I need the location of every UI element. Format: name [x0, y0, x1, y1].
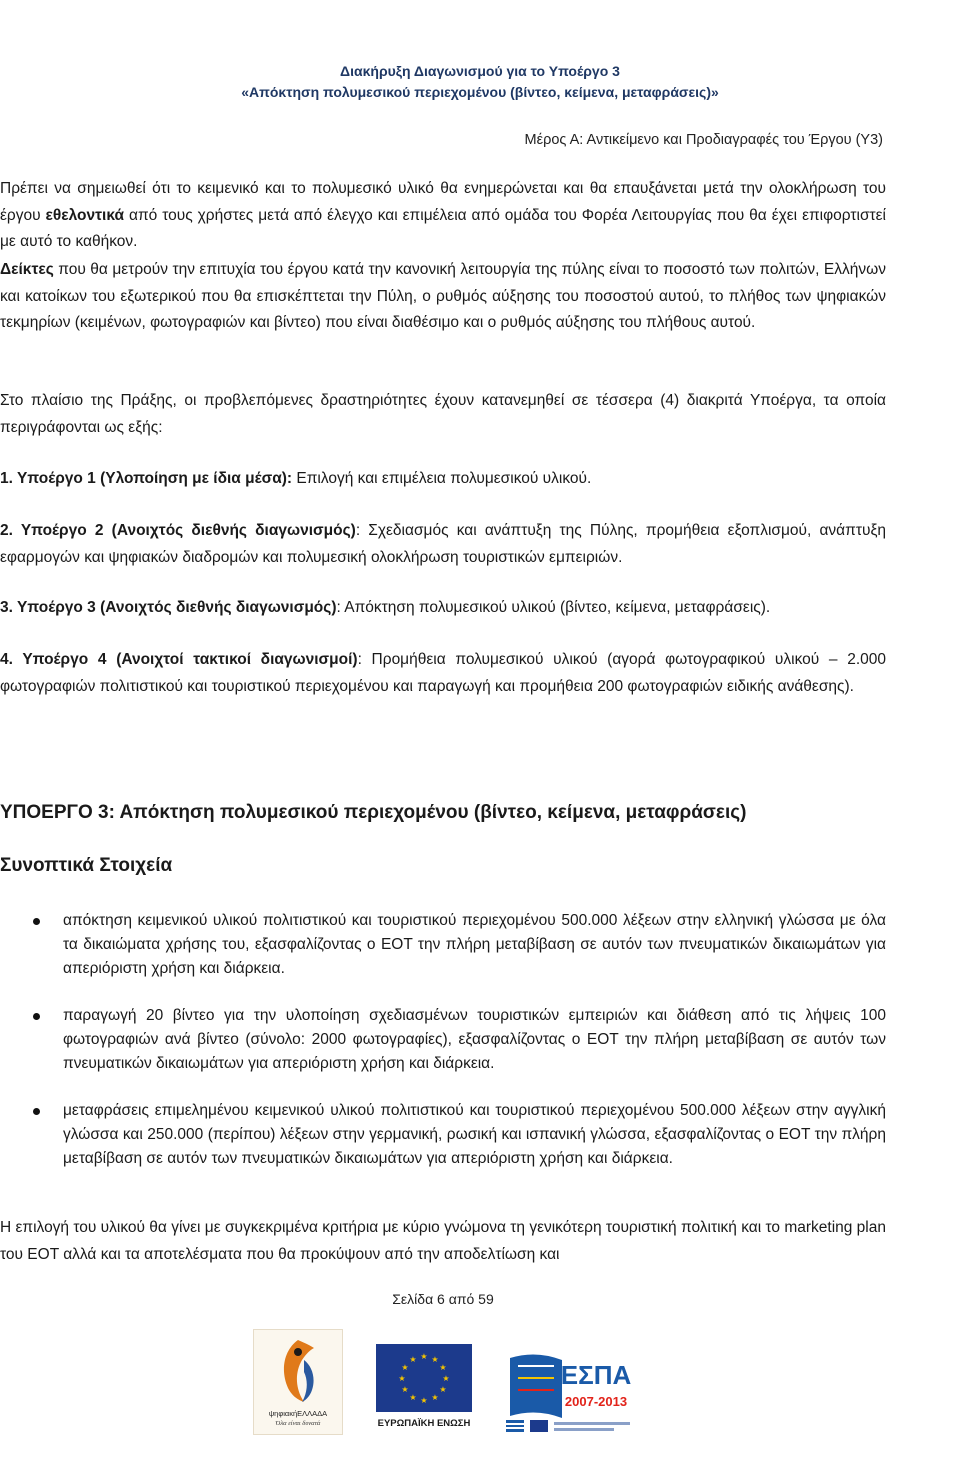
espa-logo: [496, 1348, 636, 1440]
subproject-text: : Σχεδιασμός και ανάπτυξη της Πύλης, προμήθεια εξοπλισμού, ανάπτυξη εφαρμογών και ψηφιακών διαδρομών και πολυμεσική ολοκλήρωση τουριστικών εμπειριών.: [0, 522, 886, 566]
subproject-title: 3. Υποέργο 3 (Ανοιχτός διεθνής διαγωνισμός): [0, 599, 337, 616]
svg-text:★: ★: [420, 1396, 428, 1405]
header-title-line2: «Απόκτηση πολυμεσικού περιεχομένου (βίντεο, κείμενα, μεταφράσεις)»: [241, 84, 719, 100]
svg-text:★: ★: [431, 1393, 439, 1402]
bold-term: Δείκτες: [0, 261, 54, 278]
list-item-text: παραγωγή 20 βίντεο για την υλοποίηση σχεδιασμένων τουριστικών εμπειριών και διάθεση από τις λήψεις 100 φωτογραφιών ανά βίντεο (σύνολο: 2000 φωτογραφίες), εξασφαλίζοντας ο ΕΟΤ την πλήρη μεταβίβαση σε αυτόν των πνευματικών δικαιωμάτων για απεριόριστη χρήση και διάρκεια.: [63, 1007, 886, 1072]
paragraph-text: Πρέπει να σημειωθεί ότι το κειμενικό και το πολυμεσικό υλικό θα ενημερώνεται και θα επαυξάνεται μετά την ολοκλήρωση του έργου: [0, 180, 886, 224]
paragraph-updates: [0, 176, 886, 256]
header-title-line1: Διακήρυξη Διαγωνισμού για το Υποέργο 3: [340, 63, 620, 79]
digital-greece-logo: [253, 1329, 343, 1435]
subproject-3: [0, 595, 886, 622]
bullet-icon: [33, 918, 40, 925]
bullet-icon: [33, 1108, 40, 1115]
svg-text:★: ★: [409, 1393, 417, 1402]
section-heading: ΥΠΟΕΡΓΟ 3: Απόκτηση πολυμεσικού περιεχομένου (βίντεο, κείμενα, μεταφράσεις): [0, 802, 747, 823]
list-item-text: μεταφράσεις επιμελημένου κειμενικού υλικού πολιτιστικού και τουριστικού περιεχομένου 500.000 λέξεων στην αγγλική γλώσσα και 250.000 (περίπου) λέξεων στην γερμανική, ρωσική και ισπανική γλώσσα, εξασφαλίζοντας ο ΕΟΤ την πλήρη μεταβίβαση σε αυτόν των πνευματικών δικαιωμάτων για απεριόριστη χρήση και διάρκεια.: [63, 1102, 886, 1167]
digital-greece-slogan: Όλα είναι δυνατά: [275, 1420, 321, 1427]
svg-text:★: ★: [401, 1363, 409, 1372]
european-union-text: ΕΥΡΩΠΑΪΚΗ ΕΝΩΣΗ: [377, 1418, 471, 1429]
svg-text:★: ★: [409, 1355, 417, 1364]
paragraph-text: που θα μετρούν την επιτυχία του έργου κατά την κανονική λειτουργία της πύλης είναι το ποσοστό των πολιτών, Ελλήνων και κατοίκων του εξωτερικού που θα επισκέπτεται την Πύλη, ο ρυθμός αύξησης του ποσοστού αυτού, το πλήθος των ψηφιακών τεκμηρίων (κειμένων, φωτογραφιών και βίντεο) που είναι διαθέσιμο και ο ρυθμός αύξησης του πλήθους αυτού.: [0, 261, 886, 332]
bullet-icon: [33, 1013, 40, 1020]
espa-text: ΕΣΠΑ: [560, 1360, 632, 1390]
digital-greece-text: ψηφιακήΕΛΛΑΔΑ: [268, 1409, 328, 1418]
list-item-text: απόκτηση κειμενικού υλικού πολιτιστικού και τουριστικού περιεχομένου 500.000 λέξεων στην ελληνική γλώσσα με όλα τα δικαιώματα χρήσης του, εξασφαλίζοντας ο ΕΟΤ την πλήρη μεταβίβαση σε αυτόν των πνευματικών δικαιωμάτων για απεριόριστη χρήση και διάρκεια.: [63, 912, 886, 977]
svg-text:★: ★: [431, 1355, 439, 1364]
subproject-1: [0, 466, 886, 493]
paragraph-indicators: [0, 257, 886, 337]
subproject-text: : Προμήθεια πολυμεσικού υλικού (αγορά φωτογραφικού υλικού – 2.000 φωτογραφιών πολιτιστικού και τουριστικού περιεχομένου και παραγωγή και προμήθεια 200 φωτογραφιών ειδικής ανάθεσης).: [0, 651, 886, 695]
svg-text:★: ★: [439, 1385, 447, 1394]
paragraph-selection: Η επιλογή του υλικού θα γίνει με συγκεκριμένα κριτήρια με κύριο γνώμονα τη γενικότερη τουριστική πολιτική και το marketing plan του ΕΟΤ αλλά και τα αποτελέσματα που θα προκύψουν από την αποδελτίωση και: [0, 1219, 886, 1263]
section-subheading: Συνοπτικά Στοιχεία: [0, 855, 173, 876]
svg-text:★: ★: [398, 1374, 406, 1383]
subproject-text: : Απόκτηση πολυμεσικού υλικού (βίντεο, κείμενα, μεταφράσεις).: [336, 599, 771, 616]
subproject-title: 4. Υποέργο 4 (Ανοιχτοί τακτικοί διαγωνισμοί): [0, 651, 358, 668]
svg-text:★: ★: [401, 1385, 409, 1394]
paragraph-text: από τους χρήστες μετά από έλεγχο και επιμέλεια από ομάδα του Φορέα Λειτουργίας που θα έχει επιφορτιστεί με αυτό το καθήκον.: [0, 206, 886, 251]
paragraph-subprojects-intro: Στο πλαίσιο της Πράξης, οι προβλεπόμενες δραστηριότητες έχουν κατανεμηθεί σε τέσσερα (4) διακριτά Υποέργα, τα οποία περιγράφονται ως εξής:: [0, 392, 886, 436]
svg-text:★: ★: [442, 1374, 450, 1383]
svg-text:★: ★: [420, 1352, 428, 1361]
subproject-title: 2. Υποέργο 2 (Ανοιχτός διεθνής διαγωνισμός): [0, 522, 356, 539]
subproject-title: 1. Υποέργο 1 (Υλοποίηση με ίδια μέσα):: [0, 470, 293, 487]
svg-text:★: ★: [439, 1363, 447, 1372]
european-union-logo: [374, 1344, 474, 1436]
part-heading: Μέρος Α: Αντικείμενο και Προδιαγραφές του Έργου (Υ3): [524, 132, 883, 148]
bold-term: εθελοντικά: [45, 206, 125, 224]
espa-years: 2007-2013: [564, 1394, 628, 1409]
subproject-4: [0, 647, 886, 700]
subproject-2: [0, 518, 886, 571]
subproject-text: Επιλογή και επιμέλεια πολυμεσικού υλικού.: [292, 470, 592, 487]
page-number: Σελίδα 6 από 59: [392, 1291, 494, 1307]
